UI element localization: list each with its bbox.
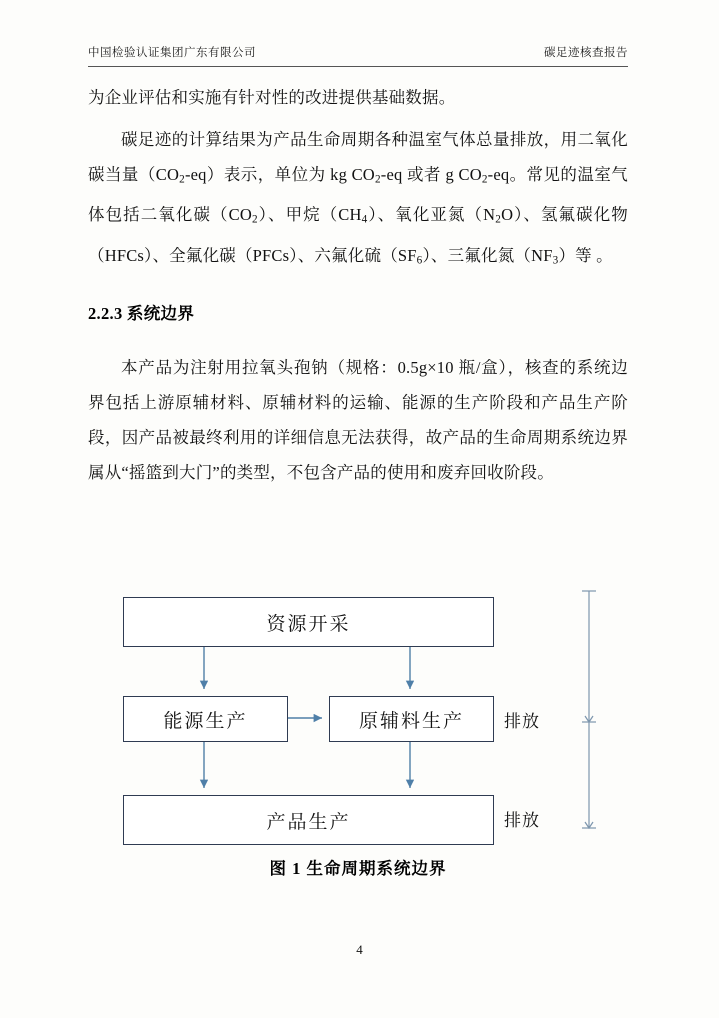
p2-seg-6: ）、氧化亚氮（N bbox=[367, 205, 496, 225]
p2-sub-8: 3 bbox=[552, 254, 559, 267]
header-divider bbox=[88, 66, 628, 67]
page-header bbox=[88, 44, 628, 60]
p2-seg-5: ）、甲烷（CH bbox=[257, 205, 362, 225]
p2-seg-3: -eq 或者 g CO bbox=[380, 165, 482, 184]
spacer bbox=[88, 330, 628, 350]
section-heading-2-2-3: 2.2.3 系统边界 bbox=[88, 304, 195, 324]
figure-system-boundary bbox=[88, 583, 628, 878]
p2-sub-3: 2 bbox=[481, 173, 488, 186]
p2-seg-4: -eq。常见的温室气体包括二氧化碳（CO bbox=[88, 165, 628, 225]
p2-sub-5: 4 bbox=[361, 213, 368, 226]
diagram-label-emission-1: 排放 bbox=[504, 712, 540, 731]
p2-seg-1: 碳足迹的计算结果为产品生命周期各种温室气体总量排放，用二氧化碳当量（CO bbox=[88, 130, 628, 184]
page-content bbox=[88, 80, 628, 490]
diagram-label-emission-2: 排放 bbox=[504, 811, 540, 830]
paragraph-3: 本产品为注射用拉氧头孢钠（规格：0.5g×10 瓶/盒），核查的系统边界包括上游原辅材料、原辅材料的运输、能源的生产阶段和产品生产阶段，因产品被最终利用的详细信息无法获得，故产品的生命周期系统边界属从“摇篮到大门”的类型，不包含产品的使用和废弃回收阶段。 bbox=[88, 358, 628, 483]
p2-seg-7: O）、氢氟碳化物（HFCs）、全氟化碳（PFCs）、六氟化硫（SF bbox=[88, 205, 628, 265]
spacer bbox=[88, 115, 628, 122]
spacer bbox=[88, 278, 628, 298]
p2-sub-7: 6 bbox=[416, 254, 423, 267]
page-number: 4 bbox=[356, 942, 363, 957]
figure-diagram bbox=[88, 583, 628, 838]
p2-sub-1: 2 bbox=[179, 173, 185, 186]
p2-seg-2: -eq）表示，单位为 kg CO bbox=[184, 165, 375, 184]
diagram-box-resource-extraction: 资源开采 bbox=[123, 597, 494, 647]
figure-caption: 图 1 生命周期系统边界 bbox=[269, 859, 447, 878]
p2-sub-2: 2 bbox=[374, 173, 381, 186]
diagram-box-material-production: 原辅料生产 bbox=[329, 696, 494, 742]
header-left-text: 中国检验认证集团广东有限公司 bbox=[88, 47, 256, 59]
diagram-box-product-production: 产品生产 bbox=[123, 795, 494, 845]
paragraph-1: 为企业评估和实施有针对性的改进提供基础数据。 bbox=[88, 88, 456, 107]
paragraph-2 bbox=[88, 122, 628, 278]
p2-seg-9: ）等 。 bbox=[558, 245, 613, 265]
diagram-box-energy-production: 能源生产 bbox=[123, 696, 288, 742]
p2-seg-8: ）、三氟化氮（NF bbox=[422, 245, 553, 265]
header-right-text: 碳足迹核查报告 bbox=[544, 47, 628, 59]
p2-sub-4: 2 bbox=[251, 213, 258, 226]
p2-sub-6: 2 bbox=[495, 213, 502, 226]
